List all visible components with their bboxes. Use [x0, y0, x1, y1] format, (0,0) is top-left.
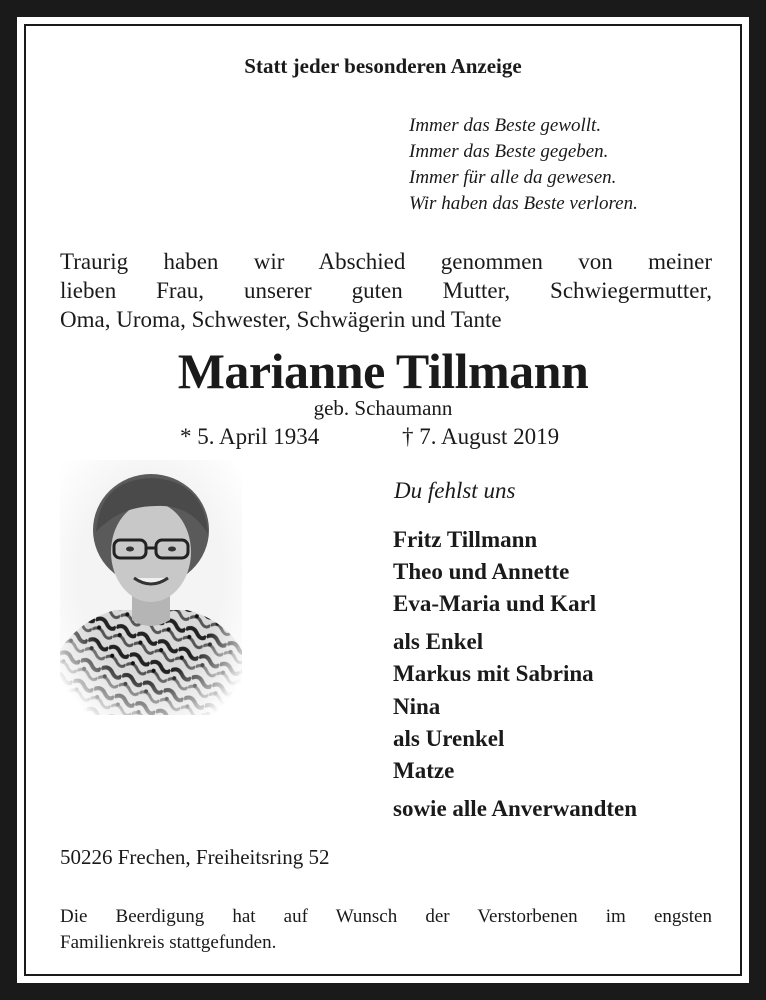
portrait-illustration	[60, 460, 242, 715]
poem-line: Immer das Beste gegeben.	[409, 141, 609, 162]
mourner-name: Markus mit Sabrina	[393, 661, 594, 686]
deceased-name: Marianne Tillmann	[177, 343, 589, 399]
funeral-line: Die Beerdigung hat auf Wunsch der Verstorbenen im engsten	[60, 906, 712, 927]
tagline: Du fehlst uns	[394, 478, 516, 503]
maiden-name: geb. Schaumann	[313, 396, 453, 420]
intro-line: Traurig haben wir Abschied genommen von meiner	[60, 249, 712, 274]
address: 50226 Frechen, Freiheitsring 52	[60, 845, 330, 869]
portrait-photo	[60, 460, 242, 715]
funeral-note	[60, 904, 712, 956]
poem-line: Wir haben das Beste verloren.	[409, 193, 638, 214]
mourner-group-label: als Enkel	[393, 629, 484, 654]
mourner-name: Fritz Tillmann	[393, 527, 538, 552]
poem-line: Immer für alle da gewesen.	[409, 167, 617, 188]
poem	[409, 113, 638, 217]
mourner-name: Matze	[393, 758, 455, 783]
poem-line: Immer das Beste gewollt.	[409, 115, 602, 136]
mourner-name: Nina	[393, 694, 441, 719]
mourner-name: sowie alle Anverwandten	[393, 796, 638, 821]
funeral-line: Familienkreis stattgefunden.	[60, 932, 277, 953]
intro-line: lieben Frau, unserer guten Mutter, Schwiegermutter,	[60, 278, 712, 303]
notice-header: Statt jeder besonderen Anzeige	[244, 54, 522, 78]
mourner-name: Theo und Annette	[393, 559, 570, 584]
mourner-group-label: als Urenkel	[393, 726, 505, 751]
intro-text	[60, 247, 712, 334]
intro-line: Oma, Uroma, Schwester, Schwägerin und Tante	[60, 307, 502, 332]
mourner-name: Eva-Maria und Karl	[393, 591, 597, 616]
birth-date: * 5. April 1934	[180, 424, 320, 449]
death-date: † 7. August 2019	[402, 424, 560, 449]
